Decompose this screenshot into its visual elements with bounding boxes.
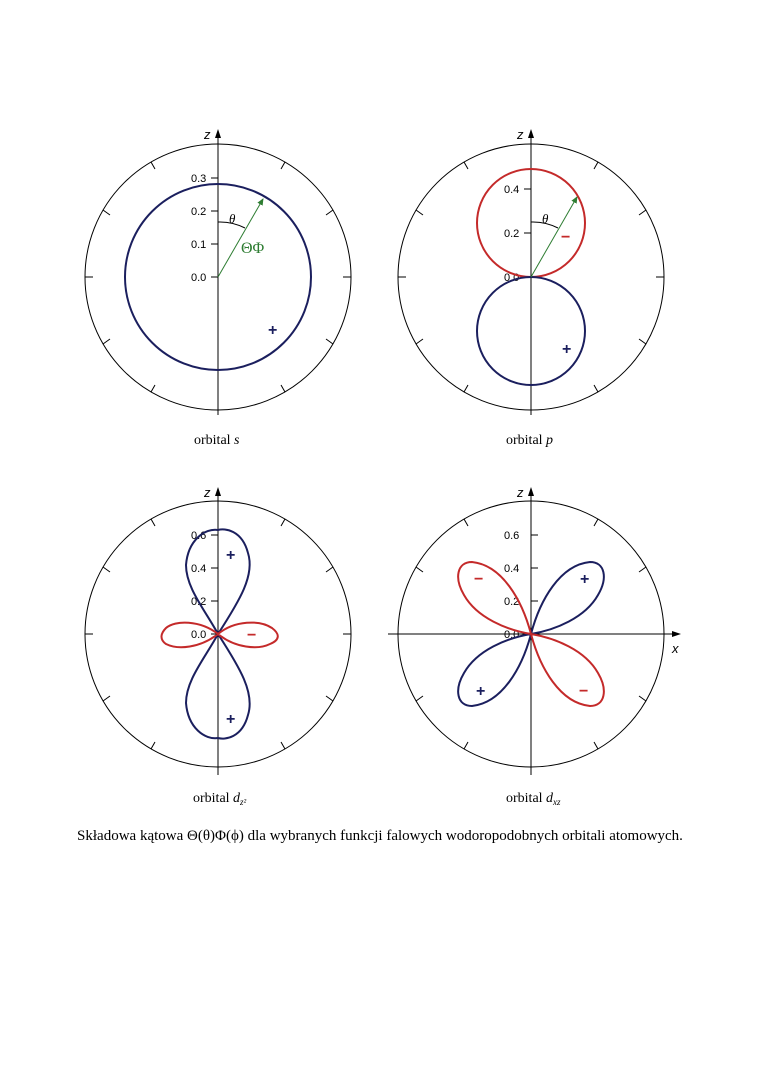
tick-label: 0.0 xyxy=(191,629,207,641)
sign-positive: + xyxy=(580,571,590,588)
tick-label: 0.4 xyxy=(504,563,520,575)
theta-label: θ xyxy=(229,211,236,226)
z-axis-label: z xyxy=(517,127,524,142)
tick-label: 0.3 xyxy=(191,173,207,185)
x-axis-arrowhead xyxy=(672,631,681,637)
tick-label: 0.4 xyxy=(191,563,207,575)
theta-label: θ xyxy=(542,211,549,226)
tick-label: 0.6 xyxy=(191,530,207,542)
panel-label: orbital s xyxy=(194,433,240,448)
sign-positive: + xyxy=(268,322,278,339)
sign-negative: − xyxy=(474,571,484,588)
tick-label: 0.4 xyxy=(504,184,520,196)
negative-lobe-lower-right xyxy=(531,634,604,706)
sign-positive: + xyxy=(226,547,236,564)
panel-orbital-dz2 xyxy=(85,485,351,807)
sign-positive: + xyxy=(226,711,236,728)
panel-label: orbital $d_{xz}$ xyxy=(506,791,561,807)
z-axis-ticks xyxy=(531,535,538,601)
z-axis-arrowhead xyxy=(528,487,534,496)
positive-lobe-lower-left xyxy=(458,634,531,706)
z-axis-label: z xyxy=(204,485,211,500)
tick-label: 0.6 xyxy=(504,530,520,542)
z-axis-arrowhead xyxy=(528,129,534,138)
sign-negative: − xyxy=(247,627,257,644)
z-axis-ticks xyxy=(211,178,218,277)
panel-orbital-p xyxy=(398,127,664,448)
positive-lobe-upper-right xyxy=(531,562,604,634)
tick-label: 0.0 xyxy=(191,272,207,284)
tick-label: 0.2 xyxy=(504,596,520,608)
panel-label: orbital $d_{z^2}$ xyxy=(193,791,247,807)
tick-label: 0.2 xyxy=(191,206,207,218)
vector-label: ΘΦ xyxy=(241,240,265,257)
panel-orbital-s xyxy=(85,127,351,448)
tick-label: 0.1 xyxy=(191,239,207,251)
z-axis-ticks xyxy=(524,189,531,277)
theta-phi-vector xyxy=(218,199,263,277)
z-axis-arrowhead xyxy=(215,129,221,138)
z-axis-arrowhead xyxy=(215,487,221,496)
sign-positive: + xyxy=(562,341,572,358)
z-axis-label: z xyxy=(517,485,524,500)
tick-label: 0.2 xyxy=(504,228,520,240)
tick-label: 0.2 xyxy=(191,596,207,608)
x-axis-label: x xyxy=(672,641,679,656)
panel-orbital-dxz xyxy=(388,485,681,807)
panel-label: orbital p xyxy=(506,433,554,448)
sign-positive: + xyxy=(476,683,486,700)
z-axis-label: z xyxy=(204,127,211,142)
sign-negative: − xyxy=(561,229,571,246)
negative-lobe-upper-left xyxy=(458,562,531,634)
sign-negative: − xyxy=(579,683,589,700)
negative-lobe xyxy=(162,623,278,648)
z-axis-ticks xyxy=(211,535,218,634)
tick-label: 0.0 xyxy=(504,629,520,641)
tick-label: 0.0 xyxy=(504,272,520,284)
figure-caption: Składowa kątowa Θ(θ)Φ(ϕ) dla wybranych funkcji falowych wodoropodobnych orbitali atomowych. xyxy=(77,828,683,844)
